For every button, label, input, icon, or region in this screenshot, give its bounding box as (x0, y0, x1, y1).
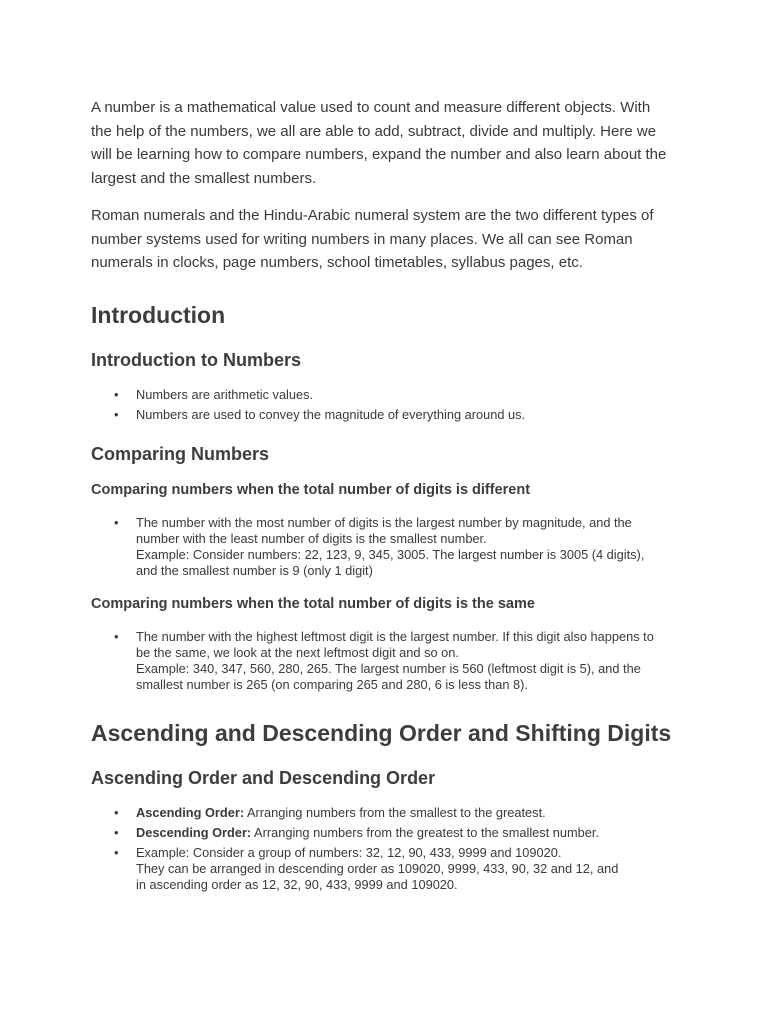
list-item-line: They can be arranged in descending order as 109020, 9999, 433, 90, 32 and 12, and (136, 860, 619, 876)
bullet-icon: • (114, 514, 119, 530)
list-item-line: and the smallest number is 9 (only 1 digit) (136, 562, 373, 578)
list-item-line: smallest number is 265 (on comparing 265 and 280, 6 is less than 8). (136, 676, 528, 692)
bullet-icon: • (114, 844, 119, 860)
list-item (91, 629, 691, 693)
list-item (91, 805, 691, 821)
heading-digits-same: Comparing numbers when the total number of digits is the same (91, 595, 535, 612)
list-item-line: Example: Consider numbers: 22, 123, 9, 345, 3005. The largest number is 3005 (4 digits), (136, 546, 645, 562)
list-item-line: be the same, we look at the next leftmost digit and so on. (136, 644, 459, 660)
heading-ascending-order: Ascending Order and Descending Order (91, 767, 436, 788)
list-item (91, 407, 691, 423)
list-item-text: Numbers are used to convey the magnitude of everything around us. (136, 406, 526, 422)
roman-numerals-paragraph (91, 204, 691, 275)
ordering-bullet-list (91, 805, 691, 893)
list-item-line: The number with the most number of digits is the largest number by magnitude, and the (136, 514, 632, 530)
list-item-line: number with the least number of digits is the smallest number. (136, 530, 487, 546)
introduction-bullet-list (91, 387, 691, 423)
list-item-line: The number with the highest leftmost digit is the largest number. If this digit also happens to (136, 628, 654, 644)
paragraph-line: Roman numerals and the Hindu-Arabic numeral system are the two different types of (91, 207, 654, 224)
bullet-icon: • (114, 804, 119, 820)
heading-introduction-to-numbers: Introduction to Numbers (91, 349, 301, 370)
document-body (91, 96, 691, 893)
bullet-icon: • (114, 406, 119, 422)
bullet-icon: • (114, 386, 119, 402)
heading-digits-different: Comparing numbers when the total number of digits is different (91, 481, 531, 498)
heading-ascending-descending: Ascending and Descending Order and Shifting Digits (91, 719, 672, 746)
list-item-line (136, 825, 691, 841)
paragraph-line: A number is a mathematical value used to count and measure different objects. With (91, 99, 651, 116)
list-item-text: Numbers are arithmetic values. (136, 386, 314, 402)
intro-paragraph (91, 96, 691, 190)
ascending-order-label: Ascending Order: (136, 804, 245, 820)
descending-order-label: Descending Order: (136, 824, 252, 840)
list-item-line: Example: Consider a group of numbers: 32, 12, 90, 433, 9999 and 109020. (136, 844, 562, 860)
bullet-icon: • (114, 824, 119, 840)
list-item-line: in ascending order as 12, 32, 90, 433, 9999 and 109020. (136, 876, 458, 892)
paragraph-line: numerals in clocks, page numbers, school timetables, syllabus pages, etc. (91, 254, 583, 271)
list-item (91, 387, 691, 403)
list-item-line (136, 805, 691, 821)
heading-introduction: Introduction (91, 301, 226, 328)
list-item-line: Example: 340, 347, 560, 280, 265. The largest number is 560 (leftmost digit is 5), and the (136, 660, 641, 676)
list-item (91, 845, 691, 893)
bullet-icon: • (114, 628, 119, 644)
digits-different-list (91, 515, 691, 579)
list-item (91, 515, 691, 579)
digits-same-list (91, 629, 691, 693)
list-item (91, 825, 691, 841)
paragraph-line: the help of the numbers, we all are able to add, subtract, divide and multiply. Here we (91, 122, 657, 140)
paragraph-line: number systems used for writing numbers in many places. We all can see Roman (91, 230, 633, 248)
heading-comparing-numbers: Comparing Numbers (91, 443, 270, 464)
paragraph-line: will be learning how to compare numbers, expand the number and also learn about the (91, 146, 667, 163)
paragraph-line: largest and the smallest numbers. (91, 169, 317, 187)
ascending-order-text: Arranging numbers from the smallest to the greatest. (244, 804, 546, 820)
descending-order-text: Arranging numbers from the greatest to the smallest number. (251, 824, 600, 840)
